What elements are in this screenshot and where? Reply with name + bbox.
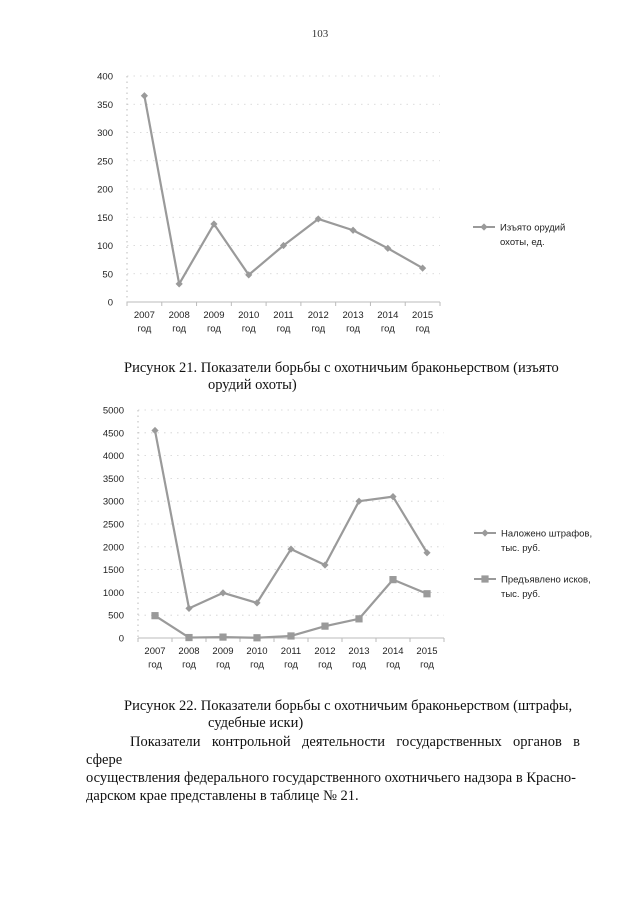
legend-label: Предъявлено исков, тыс. руб. [501, 574, 591, 600]
figure-22-caption-line-1: Рисунок 22. Показатели борьбы с охотничьим браконьерством (штрафы, [124, 698, 573, 714]
x-tick-label: 2009 год [203, 310, 225, 335]
figure-21-chart [0, 62, 640, 347]
y-tick-label: 50 [102, 269, 113, 281]
figure-22-caption [124, 698, 604, 732]
x-tick-label: 2008 год [168, 310, 190, 335]
data-point [141, 92, 148, 99]
x-tick-label: 2010 год [238, 310, 260, 335]
series-line [144, 96, 422, 284]
data-point [185, 605, 192, 612]
x-tick-label: 2012 год [307, 310, 329, 335]
data-point [389, 576, 396, 583]
y-tick-label: 0 [107, 297, 113, 309]
legend-label: Наложено штрафов, тыс. руб. [501, 528, 593, 554]
y-tick-label: 3500 [102, 473, 124, 485]
figure-21-caption-line-2: орудий охоты) [208, 377, 297, 393]
data-point [151, 612, 158, 619]
x-tick-label: 2009 год [212, 646, 234, 671]
y-tick-label: 200 [97, 184, 113, 196]
data-point [423, 590, 430, 597]
figure-21-caption [124, 360, 604, 394]
legend-marker [481, 575, 488, 582]
y-tick-label: 400 [97, 71, 113, 83]
body-paragraph [86, 733, 580, 805]
paragraph-line: Показатели контрольной деятельности государственных органов в сфере [86, 734, 580, 768]
y-tick-label: 2500 [102, 519, 124, 531]
x-tick-label: 2007 год [144, 646, 166, 671]
series-line [155, 580, 427, 638]
data-point [185, 634, 192, 641]
y-tick-label: 300 [97, 128, 113, 139]
y-tick-label: 2000 [102, 542, 124, 554]
x-tick-label: 2011 год [273, 310, 294, 335]
x-tick-label: 2014 год [382, 646, 404, 671]
paragraph-line: дарском крае представлены в таблице № 21. [86, 788, 359, 804]
page-number: 103 [311, 28, 329, 40]
x-tick-label: 2011 год [280, 646, 302, 671]
y-tick-label: 0 [118, 633, 124, 645]
y-tick-label: 1500 [102, 565, 124, 577]
y-tick-label: 100 [97, 241, 113, 252]
paragraph-line: осуществления федерального государственного охотничьего надзора в Красно- [86, 770, 576, 786]
y-tick-label: 4500 [102, 428, 124, 440]
x-tick-label: 2014 год [377, 310, 399, 335]
y-tick-label: 1000 [102, 587, 124, 599]
data-point [321, 623, 328, 630]
x-tick-label: 2015 год [412, 310, 434, 335]
y-tick-label: 150 [97, 212, 113, 224]
legend-marker [480, 223, 487, 230]
y-tick-label: 250 [97, 156, 113, 168]
y-tick-label: 4000 [102, 451, 124, 463]
x-tick-label: 2007 год [133, 310, 155, 335]
figure-22-caption-line-2: судебные иски) [208, 715, 304, 731]
x-tick-label: 2015 год [416, 646, 438, 671]
figure-21-caption-line-1: Рисунок 21. Показатели борьбы с охотничьим браконьерством (изъято [124, 360, 559, 376]
x-tick-label: 2013 год [342, 310, 364, 335]
x-tick-label: 2012 год [314, 646, 336, 671]
data-point [253, 634, 260, 641]
y-tick-label: 5000 [102, 405, 124, 417]
x-tick-label: 2010 год [246, 646, 268, 671]
data-point [355, 615, 362, 622]
data-point [219, 633, 226, 640]
data-point [219, 589, 226, 596]
series-line [155, 431, 427, 609]
y-tick-label: 3000 [102, 496, 124, 508]
legend-marker [481, 529, 488, 536]
data-point [287, 632, 294, 639]
x-tick-label: 2008 год [178, 646, 200, 671]
figure-22-chart [0, 398, 640, 688]
legend-label: Изъято орудий охоты, ед. [500, 222, 566, 248]
y-tick-label: 350 [97, 99, 113, 111]
y-tick-label: 500 [108, 610, 124, 622]
x-tick-label: 2013 год [348, 646, 370, 671]
